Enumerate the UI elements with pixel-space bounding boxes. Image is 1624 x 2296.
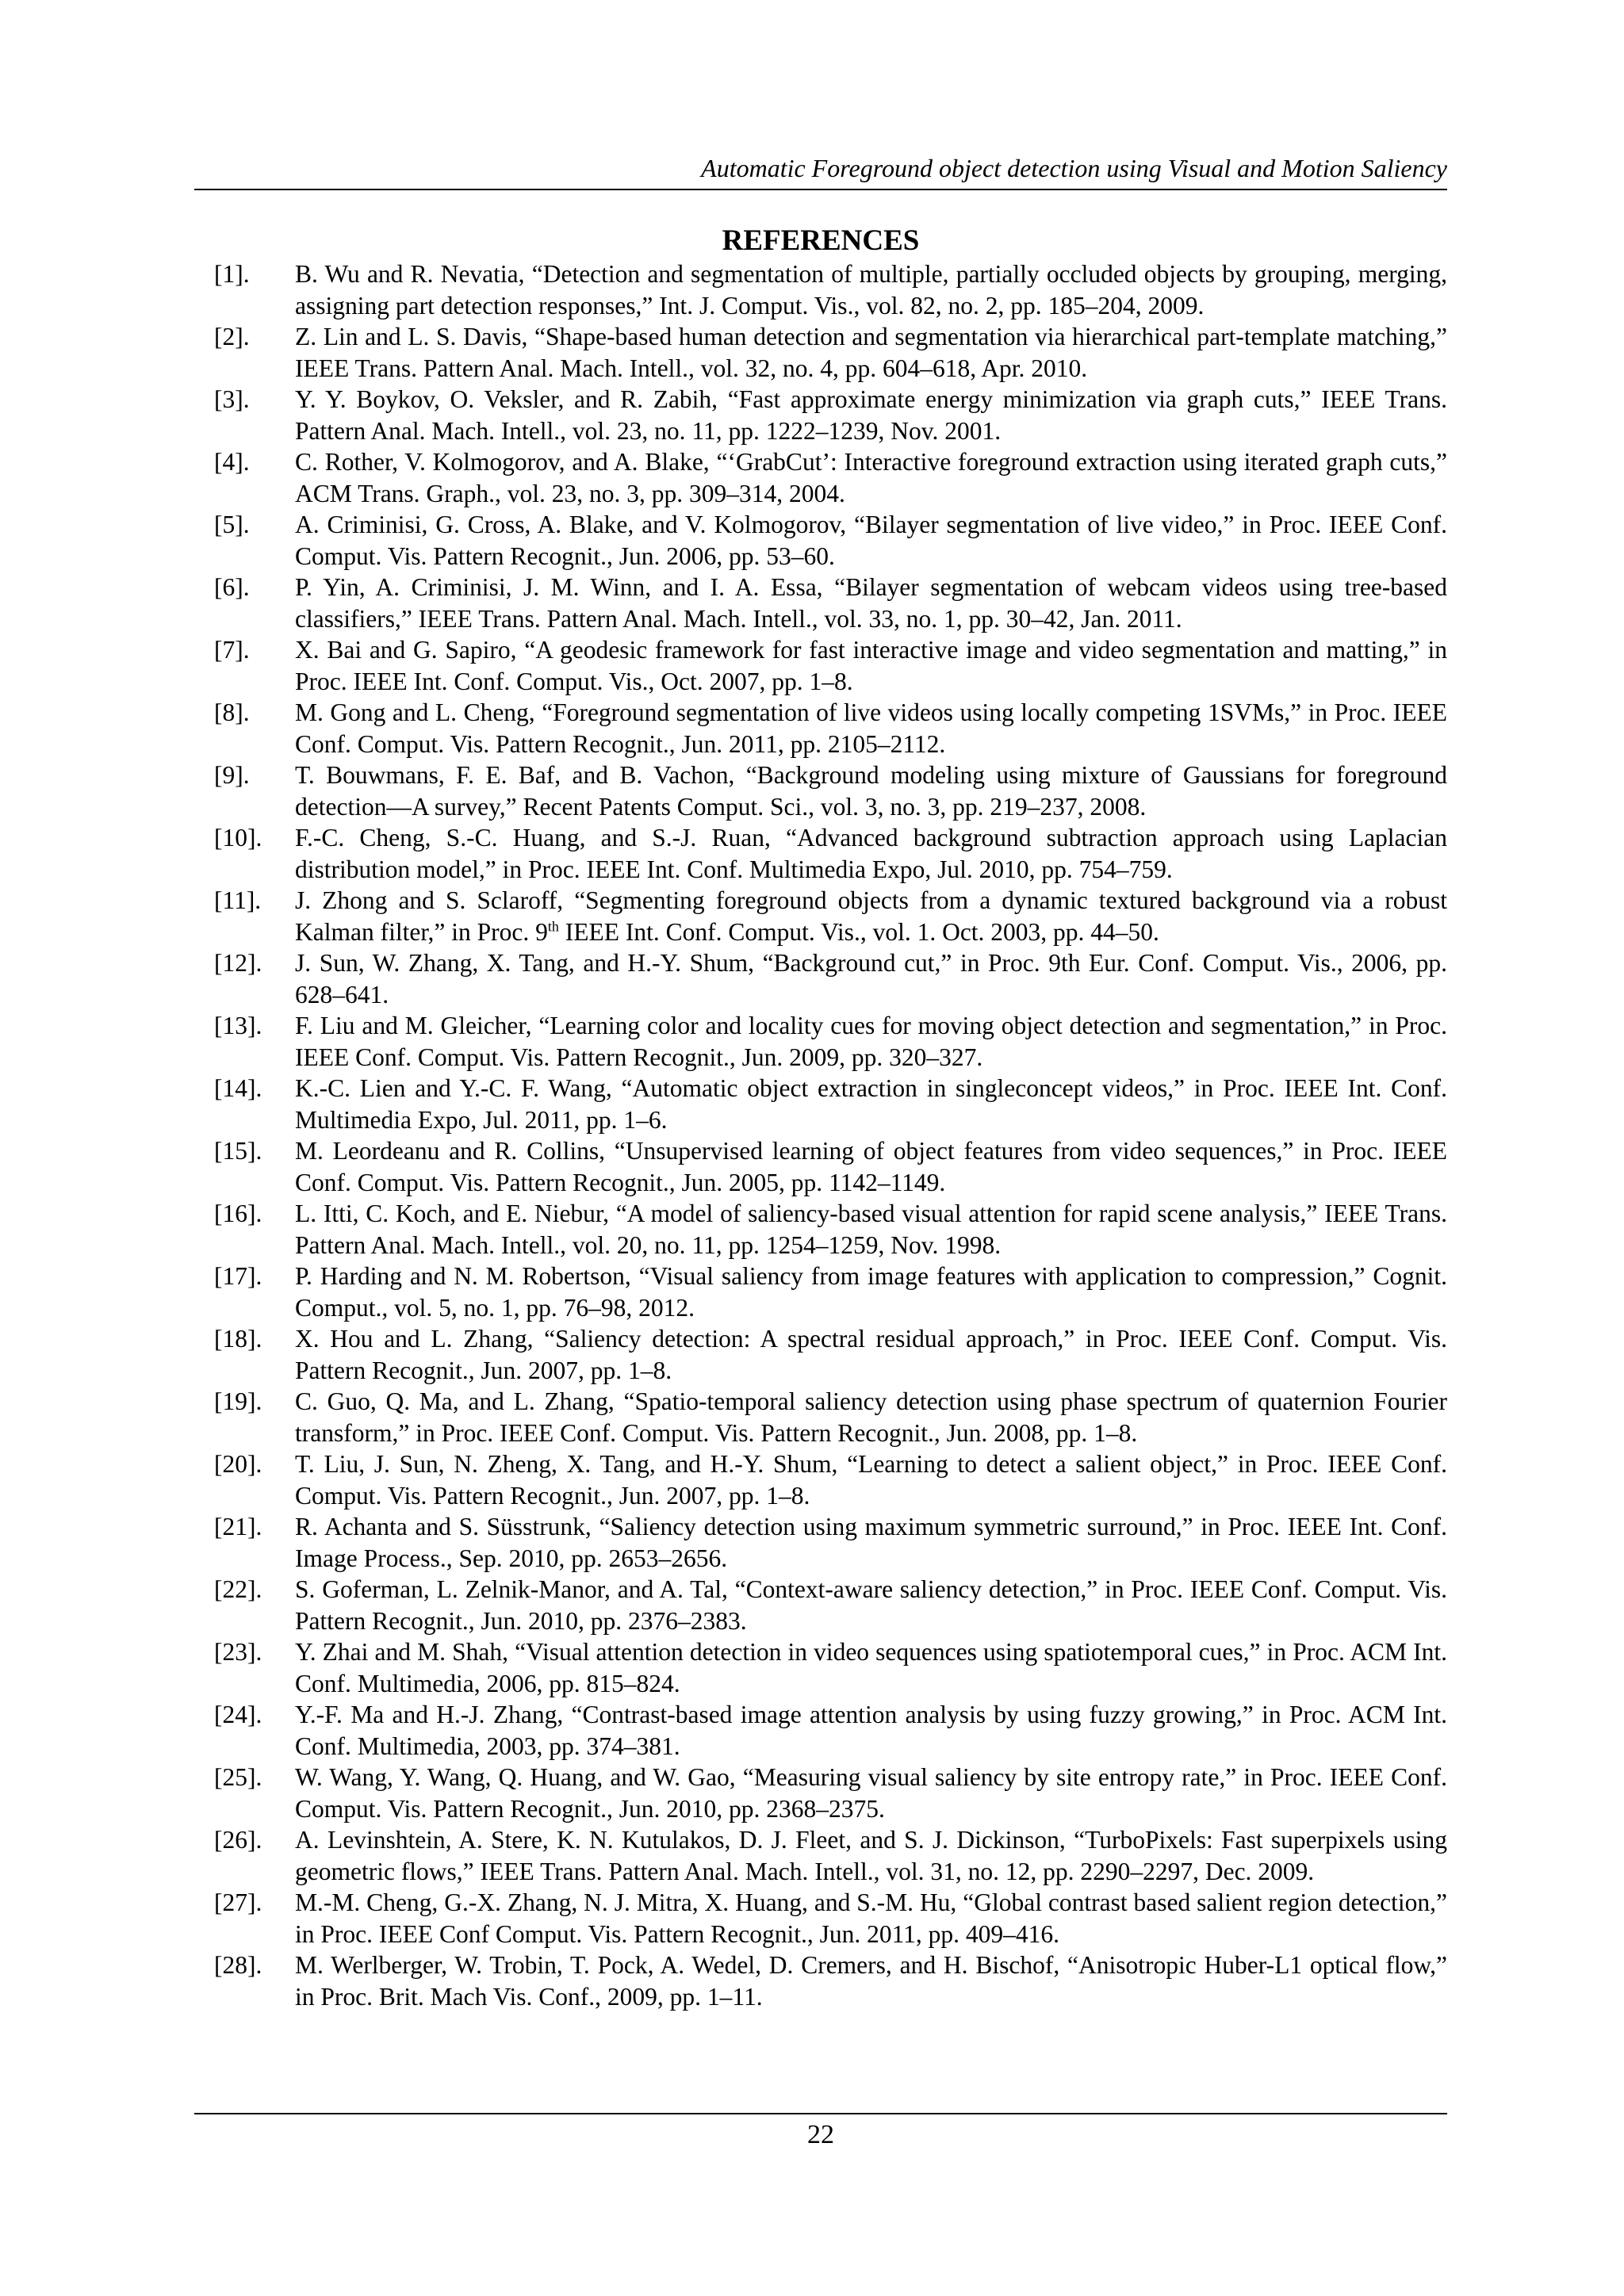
reference-item: [214, 1699, 1447, 1762]
reference-text: T. Liu, J. Sun, N. Zheng, X. Tang, and H.-Y. Shum, “Learning to detect a salient object,” in Proc. IEEE Conf. Comput. Vis. Pattern Recognit., Jun. 2007, pp. 1–8.: [295, 1450, 1447, 1510]
reference-item: [214, 1386, 1447, 1448]
footer-rule: [194, 2113, 1447, 2114]
reference-text: R. Achanta and S. Süsstrunk, “Saliency detection using maximum symmetric surround,” in Proc. IEEE Int. Conf. Image Process., Sep. 2010, pp. 2653–2656.: [295, 1513, 1447, 1572]
reference-item: [214, 1073, 1447, 1135]
reference-number: [7].: [214, 636, 250, 664]
reference-text: X. Hou and L. Zhang, “Saliency detection: A spectral residual approach,” in Proc. IEEE Conf. Comput. Vis. Pattern Recognit., Jun. 2007, pp. 1–8.: [295, 1325, 1447, 1384]
reference-number: [16].: [214, 1200, 262, 1227]
reference-number: [21].: [214, 1513, 262, 1540]
reference-number: [11].: [214, 886, 262, 914]
reference-text: X. Bai and G. Sapiro, “A geodesic framework for fast interactive image and video segmentation and matting,” in Proc. IEEE Int. Conf. Comput. Vis., Oct. 2007, pp. 1–8.: [295, 636, 1447, 695]
running-header: Automatic Foreground object detection using Visual and Motion Saliency: [701, 154, 1447, 182]
reference-text: W. Wang, Y. Wang, Q. Huang, and W. Gao, “Measuring visual saliency by site entropy rate,” in Proc. IEEE Conf. Comput. Vis. Pattern Recognit., Jun. 2010, pp. 2368–2375.: [295, 1763, 1447, 1823]
reference-number: [5].: [214, 511, 250, 538]
reference-text: K.-C. Lien and Y.-C. F. Wang, “Automatic object extraction in singleconcept videos,” in Proc. IEEE Int. Conf. Multimedia Expo, Jul. 2011, pp. 1–6.: [295, 1074, 1447, 1134]
reference-item: [214, 572, 1447, 634]
reference-number: [2].: [214, 323, 250, 350]
page-number: 22: [807, 2120, 834, 2149]
reference-number: [23].: [214, 1638, 262, 1666]
reference-number: [8].: [214, 698, 250, 726]
references-heading: REFERENCES: [722, 224, 920, 257]
reference-text: M. Gong and L. Cheng, “Foreground segmentation of live videos using locally competing 1SVMs,” in Proc. IEEE Conf. Comput. Vis. Pattern Recognit., Jun. 2011, pp. 2105–2112.: [295, 698, 1447, 758]
reference-number: [20].: [214, 1450, 262, 1478]
reference-text-part: IEEE Int. Conf. Comput. Vis., vol. 1. Oct. 2003, pp. 44–50.: [558, 917, 1159, 946]
reference-text: F.-C. Cheng, S.-C. Huang, and S.-J. Ruan, “Advanced background subtraction approach using Laplacian distribution model,” in Proc. IEEE Int. Conf. Multimedia Expo, Jul. 2010, pp. 754–759.: [295, 824, 1447, 883]
reference-text: C. Guo, Q. Ma, and L. Zhang, “Spatio-temporal saliency detection using phase spectrum of quaternion Fourier transform,” in Proc. IEEE Conf. Comput. Vis. Pattern Recognit., Jun. 2008, pp. 1–8.: [295, 1387, 1447, 1447]
reference-item: [214, 760, 1447, 822]
reference-number: [15].: [214, 1137, 262, 1165]
reference-text: A. Criminisi, G. Cross, A. Blake, and V. Kolmogorov, “Bilayer segmentation of live video,” in Proc. IEEE Conf. Comput. Vis. Pattern Recognit., Jun. 2006, pp. 53–60.: [295, 511, 1447, 570]
reference-item: [214, 1950, 1447, 2012]
reference-item: [214, 822, 1447, 885]
reference-item: [214, 384, 1447, 446]
reference-number: [9].: [214, 761, 250, 789]
reference-number: [27].: [214, 1888, 262, 1916]
reference-text: S. Goferman, L. Zelnik-Manor, and A. Tal, “Context-aware saliency detection,” in Proc. IEEE Conf. Comput. Vis. Pattern Recognit., Jun. 2010, pp. 2376–2383.: [295, 1575, 1447, 1635]
reference-text: J. Sun, W. Zhang, X. Tang, and H.-Y. Shum, “Background cut,” in Proc. 9th Eur. Conf. Comput. Vis., 2006, pp. 628–641.: [295, 949, 1447, 1008]
reference-number: [26].: [214, 1826, 262, 1854]
reference-item: [214, 1887, 1447, 1950]
reference-number: [17].: [214, 1262, 262, 1290]
reference-item: [214, 697, 1447, 760]
reference-number: [28].: [214, 1951, 262, 1979]
reference-item: [214, 1198, 1447, 1261]
reference-number: [24].: [214, 1701, 262, 1728]
reference-number: [12].: [214, 949, 262, 977]
reference-item: [214, 1323, 1447, 1386]
reference-text: M. Leordeanu and R. Collins, “Unsupervised learning of object features from video sequences,” in Proc. IEEE Conf. Comput. Vis. Pattern Recognit., Jun. 2005, pp. 1142–1149.: [295, 1137, 1447, 1196]
reference-item: [214, 1448, 1447, 1511]
reference-text: P. Yin, A. Criminisi, J. M. Winn, and I. A. Essa, “Bilayer segmentation of webcam videos using tree-based classifiers,” IEEE Trans. Pattern Anal. Mach. Intell., vol. 33, no. 1, pp. 30–42, Jan. 2011.: [295, 573, 1447, 633]
reference-text: P. Harding and N. M. Robertson, “Visual saliency from image features with application to compression,” Cognit. Comput., vol. 5, no. 1, pp. 76–98, 2012.: [295, 1262, 1447, 1322]
reference-text: A. Levinshtein, A. Stere, K. N. Kutulakos, D. J. Fleet, and S. J. Dickinson, “TurboPixels: Fast superpixels using geometric flows,” IEEE Trans. Pattern Anal. Mach. Intell., vol. 31, no. 12, pp. 2290–2297, Dec. 2009.: [295, 1826, 1447, 1885]
reference-number: [13].: [214, 1012, 262, 1039]
reference-item: [214, 1135, 1447, 1198]
reference-text-part: J. Zhong and S. Sclaroff, “Segmenting foreground objects from a dynamic textured background via a robust Kalman filter,” in Proc. 9: [295, 886, 1447, 946]
reference-item: [214, 1261, 1447, 1323]
reference-number: [25].: [214, 1763, 262, 1791]
header-rule: [194, 189, 1447, 190]
reference-item: [214, 634, 1447, 697]
reference-number: [18].: [214, 1325, 262, 1353]
reference-text: L. Itti, C. Koch, and E. Niebur, “A model of saliency-based visual attention for rapid scene analysis,” IEEE Trans. Pattern Anal. Mach. Intell., vol. 20, no. 11, pp. 1254–1259, Nov. 1998.: [295, 1200, 1447, 1259]
reference-text: C. Rother, V. Kolmogorov, and A. Blake, “‘GrabCut’: Interactive foreground extraction using iterated graph cuts,” ACM Trans. Graph., vol. 23, no. 3, pp. 309–314, 2004.: [295, 448, 1447, 507]
reference-number: [1].: [214, 260, 250, 288]
reference-text: Y. Zhai and M. Shah, “Visual attention detection in video sequences using spatiotemporal cues,” in Proc. ACM Int. Conf. Multimedia, 2006, pp. 815–824.: [295, 1638, 1447, 1697]
reference-item: [214, 321, 1447, 384]
reference-text: Y.-F. Ma and H.-J. Zhang, “Contrast-based image attention analysis by using fuzzy growing,” in Proc. ACM Int. Conf. Multimedia, 2003, pp. 374–381.: [295, 1701, 1447, 1760]
reference-number: [14].: [214, 1074, 262, 1102]
reference-item: [214, 1824, 1447, 1887]
reference-item: [214, 258, 1447, 321]
reference-number: [22].: [214, 1575, 262, 1603]
reference-item: [214, 1762, 1447, 1824]
reference-text: B. Wu and R. Nevatia, “Detection and segmentation of multiple, partially occluded objects by grouping, merging, assigning part detection responses,” Int. J. Comput. Vis., vol. 82, no. 2, pp. 185–204, 2009.: [295, 260, 1447, 320]
reference-list: [214, 258, 1447, 2012]
ordinal-superscript: th: [547, 918, 559, 934]
reference-text: Z. Lin and L. S. Davis, “Shape-based human detection and segmentation via hierarchical part-template matching,” IEEE Trans. Pattern Anal. Mach. Intell., vol. 32, no. 4, pp. 604–618, Apr. 2010.: [295, 323, 1447, 382]
reference-number: [10].: [214, 824, 262, 851]
reference-item: [214, 1010, 1447, 1073]
reference-number: [6].: [214, 573, 250, 601]
reference-number: [19].: [214, 1387, 262, 1415]
reference-text: Y. Y. Boykov, O. Veksler, and R. Zabih, “Fast approximate energy minimization via graph cuts,” IEEE Trans. Pattern Anal. Mach. Intell., vol. 23, no. 11, pp. 1222–1239, Nov. 2001.: [295, 385, 1447, 445]
reference-item: [214, 446, 1447, 509]
reference-item: [214, 509, 1447, 572]
reference-item: [214, 947, 1447, 1010]
reference-text: F. Liu and M. Gleicher, “Learning color and locality cues for moving object detection and segmentation,” in Proc. IEEE Conf. Comput. Vis. Pattern Recognit., Jun. 2009, pp. 320–327.: [295, 1012, 1447, 1071]
reference-number: [3].: [214, 385, 250, 413]
reference-text: T. Bouwmans, F. E. Baf, and B. Vachon, “Background modeling using mixture of Gaussians for foreground detection—A survey,” Recent Patents Comput. Sci., vol. 3, no. 3, pp. 219–237, 2008.: [295, 761, 1447, 821]
reference-text: M.-M. Cheng, G.-X. Zhang, N. J. Mitra, X. Huang, and S.-M. Hu, “Global contrast based salient region detection,” in Proc. IEEE Conf Comput. Vis. Pattern Recognit., Jun. 2011, pp. 409–416.: [295, 1888, 1447, 1948]
reference-item: [214, 1511, 1447, 1574]
reference-text: M. Werlberger, W. Trobin, T. Pock, A. Wedel, D. Cremers, and H. Bischof, “Anisotropic Huber-L1 optical flow,” in Proc. Brit. Mach Vis. Conf., 2009, pp. 1–11.: [295, 1951, 1447, 2011]
reference-number: [4].: [214, 448, 250, 476]
reference-item: [214, 885, 1447, 947]
reference-item: [214, 1636, 1447, 1699]
reference-text: [295, 885, 1447, 947]
reference-item: [214, 1574, 1447, 1636]
